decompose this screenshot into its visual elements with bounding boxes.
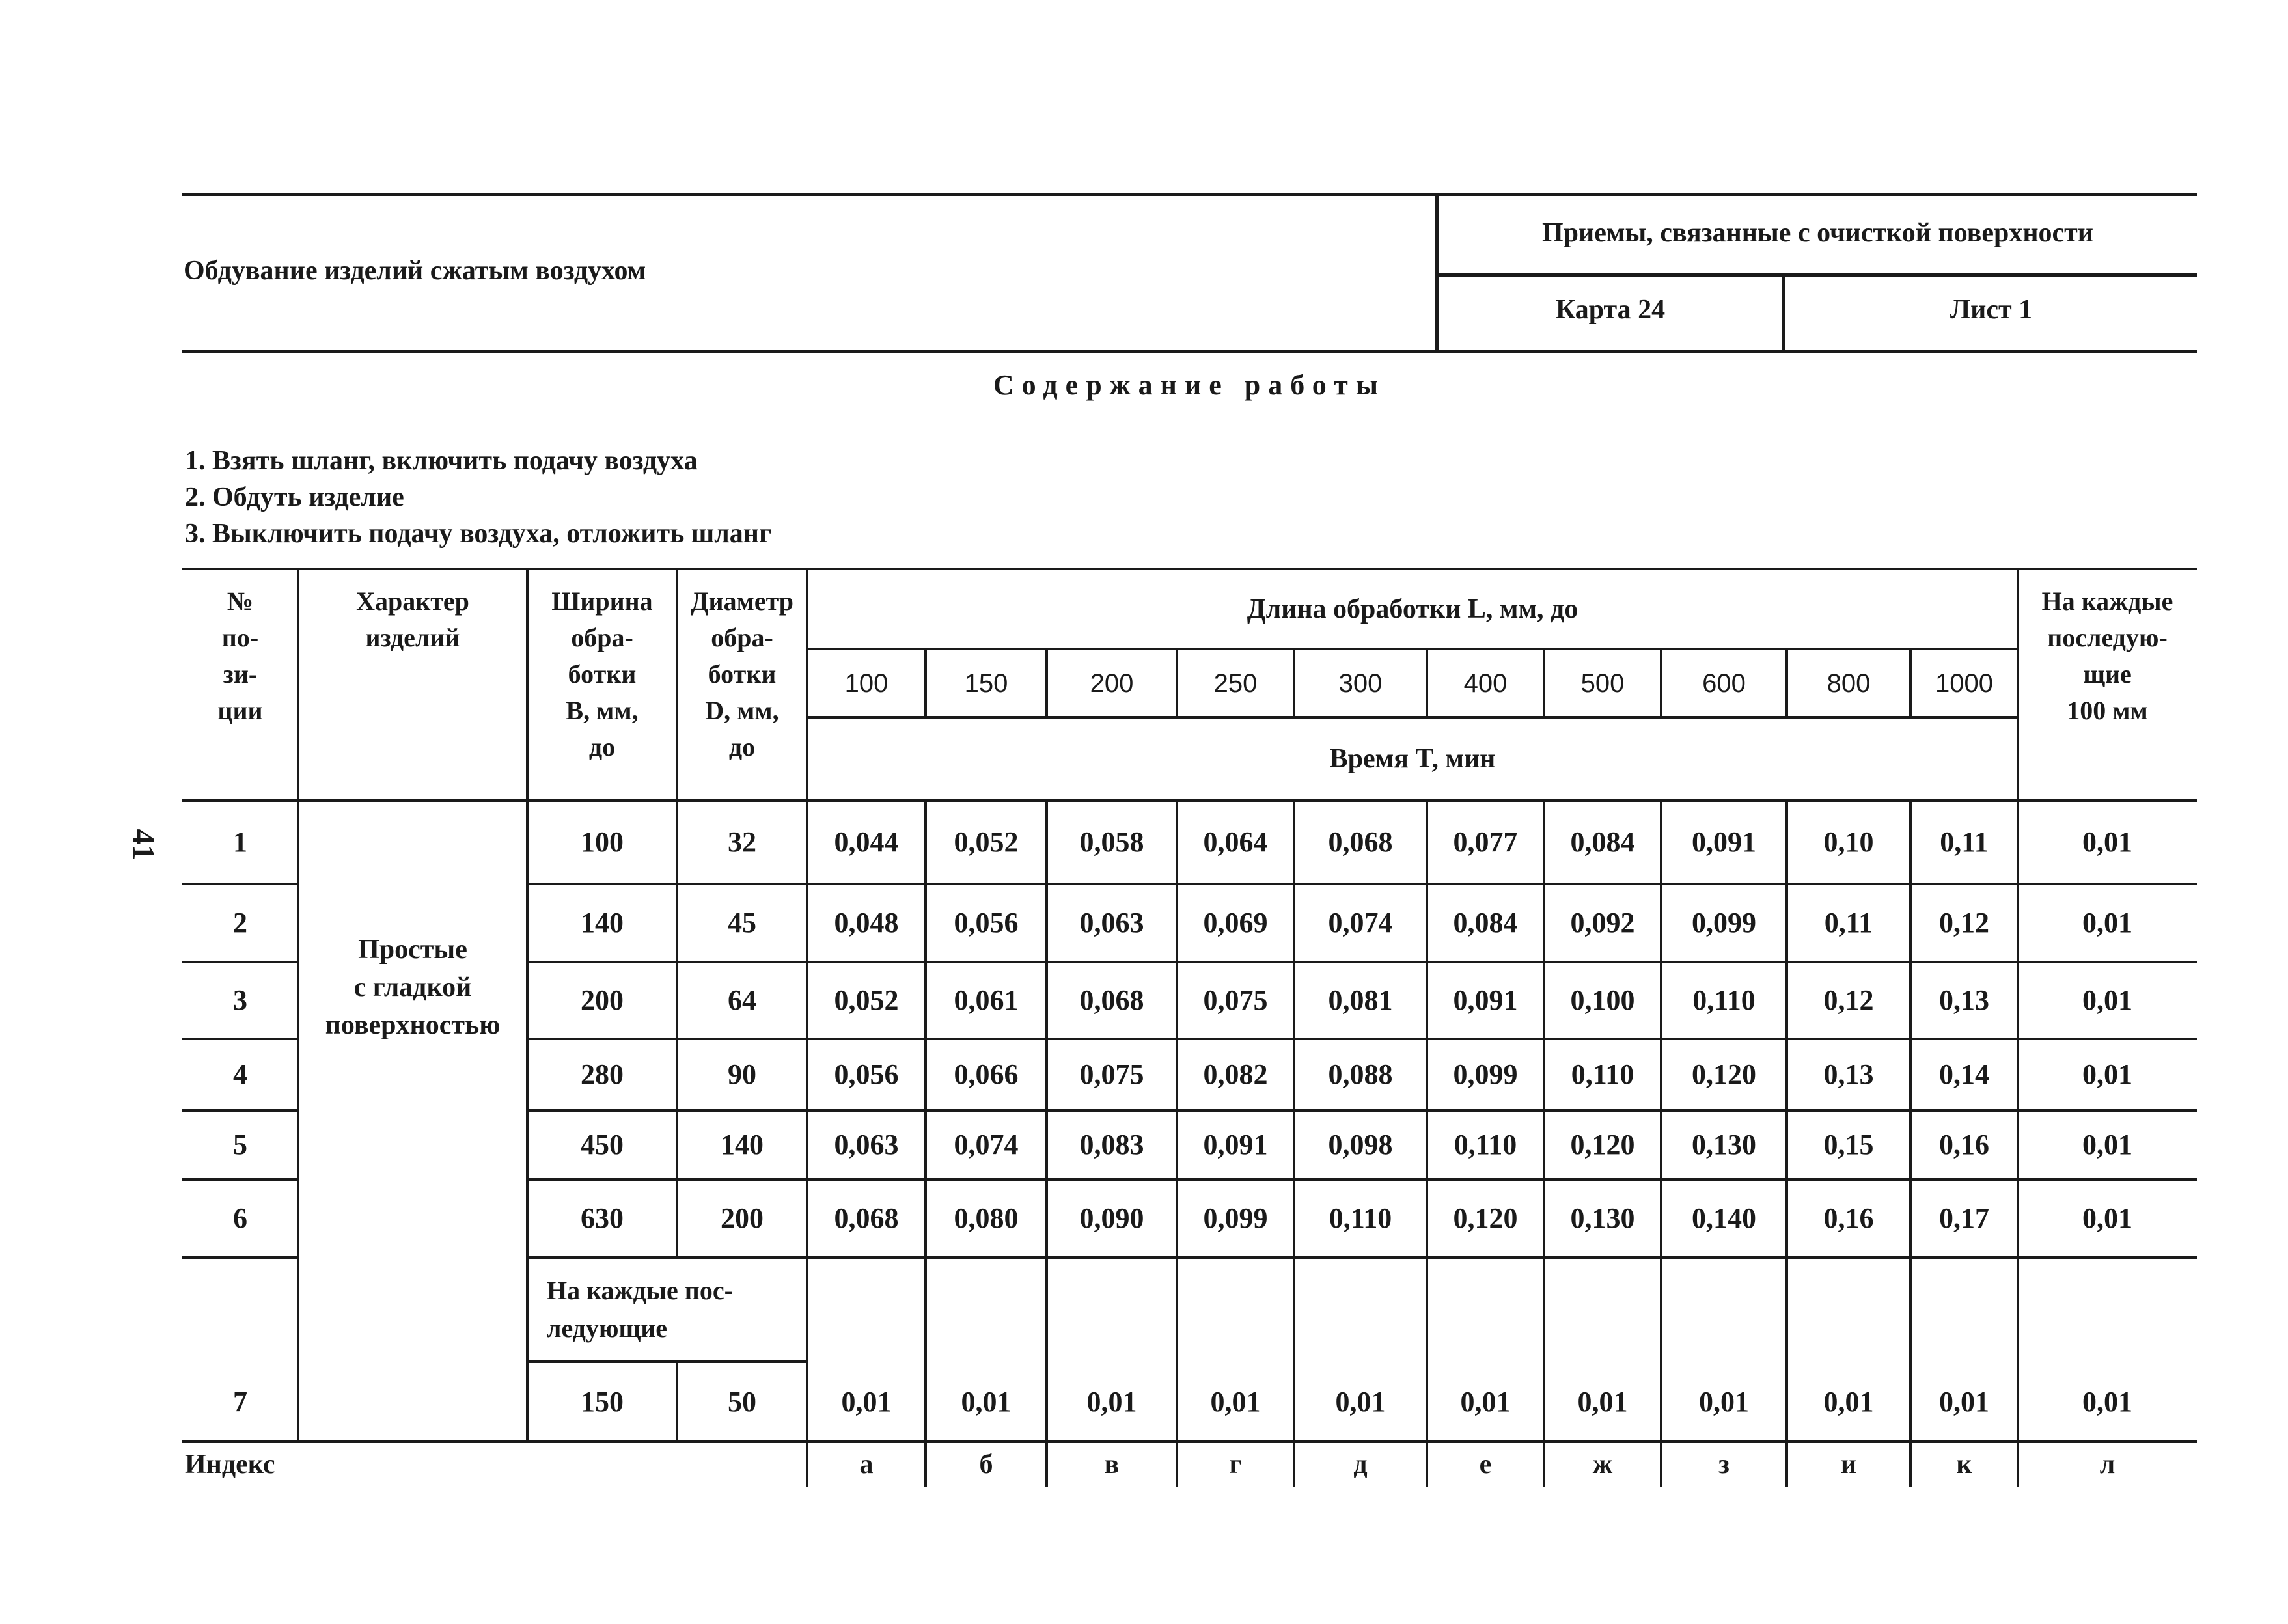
row-6-time-500: 0,130	[1570, 1202, 1635, 1234]
index-letter-б: б	[979, 1450, 993, 1479]
index-letter-л: л	[2099, 1450, 2116, 1479]
row-3-diameter: 64	[728, 984, 756, 1016]
header-length-200: 200	[1090, 668, 1134, 698]
row-7-time-150: 0,01	[961, 1385, 1012, 1418]
index-letter-з: з	[1718, 1450, 1730, 1479]
row-5-time-250: 0,091	[1203, 1129, 1268, 1161]
row-5-time-800: 0,15	[1823, 1129, 1874, 1161]
row-2-time-1000: 0,12	[1939, 907, 1989, 939]
row-2-time-200: 0,063	[1079, 907, 1144, 939]
row-2-time-400: 0,084	[1453, 907, 1518, 939]
character-value: Простые с гладкой поверхностью	[325, 935, 501, 1040]
row-1-time-250: 0,064	[1203, 826, 1268, 858]
row-2-time-600: 0,099	[1692, 907, 1756, 939]
row-6-time-150: 0,080	[954, 1202, 1019, 1234]
row-1-each-next: 0,01	[2082, 826, 2132, 858]
row-7-each-next: 0,01	[2082, 1385, 2132, 1418]
row-3-time-150: 0,061	[954, 984, 1019, 1016]
row-1-time-1000: 0,11	[1940, 826, 1989, 858]
row-5-width: 450	[581, 1129, 624, 1161]
row-3-time-100: 0,052	[834, 984, 899, 1016]
index-letter-в: в	[1104, 1450, 1120, 1479]
row-6-time-1000: 0,17	[1939, 1202, 1989, 1234]
row-3-time-1000: 0,13	[1939, 984, 1989, 1016]
row-2-time-100: 0,048	[834, 907, 899, 939]
row-7-time-600: 0,01	[1699, 1385, 1749, 1418]
row-4-time-400: 0,099	[1453, 1058, 1518, 1090]
row-1-time-150: 0,052	[954, 826, 1019, 858]
row-3-time-250: 0,075	[1203, 984, 1268, 1016]
row-4-width: 280	[581, 1058, 624, 1090]
row-7-time-100: 0,01	[841, 1385, 892, 1418]
row-1-diameter: 32	[728, 826, 756, 858]
row-6-time-800: 0,16	[1823, 1202, 1874, 1234]
row-1-time-600: 0,091	[1692, 826, 1756, 858]
row-4-time-300: 0,088	[1328, 1058, 1393, 1090]
row-5-time-1000: 0,16	[1939, 1129, 1989, 1161]
row-4-diameter: 90	[728, 1058, 756, 1090]
row-6-position: 6	[233, 1202, 247, 1234]
row-1-position: 1	[233, 826, 247, 858]
row-2-position: 2	[233, 907, 247, 939]
row-5-time-100: 0,063	[834, 1129, 899, 1161]
header-length-300: 300	[1338, 668, 1383, 698]
row-1-time-100: 0,044	[834, 826, 899, 858]
row-1-time-400: 0,077	[1453, 826, 1518, 858]
header-length-1000: 1000	[1935, 668, 1993, 698]
row-1-width: 100	[581, 826, 624, 858]
card-number: Карта 24	[1555, 295, 1666, 325]
header-length-400: 400	[1463, 668, 1508, 698]
row-7-time-400: 0,01	[1460, 1385, 1511, 1418]
row-2-time-150: 0,056	[954, 907, 1019, 939]
header-width: Ширина обра- ботки B, мм, до	[551, 586, 653, 762]
row-5-time-400: 0,110	[1454, 1129, 1517, 1161]
row-6-time-100: 0,068	[834, 1202, 899, 1234]
header-length-500: 500	[1580, 668, 1625, 698]
row-5-each-next: 0,01	[2082, 1129, 2132, 1161]
header-length-150: 150	[964, 668, 1008, 698]
index-letter-г: г	[1229, 1450, 1242, 1479]
row-3-width: 200	[581, 984, 624, 1016]
index-label: Индекс	[185, 1450, 275, 1479]
index-letter-ж: ж	[1592, 1450, 1613, 1479]
row-7-time-250: 0,01	[1210, 1385, 1261, 1418]
row-1-time-300: 0,068	[1328, 826, 1393, 858]
row-4-time-250: 0,082	[1203, 1058, 1268, 1090]
document-title: Обдувание изделий сжатым воздухом	[184, 256, 646, 286]
row-5-time-600: 0,130	[1692, 1129, 1756, 1161]
row-5-position: 5	[233, 1129, 247, 1161]
index-letter-а: а	[859, 1450, 874, 1479]
row-3-time-200: 0,068	[1079, 984, 1144, 1016]
section-title: Содержание работы	[993, 369, 1386, 401]
row-6-time-600: 0,140	[1692, 1202, 1756, 1234]
row-5-time-150: 0,074	[954, 1129, 1019, 1161]
row-2-width: 140	[581, 907, 624, 939]
row-7-time-300: 0,01	[1335, 1385, 1386, 1418]
row-4-time-200: 0,075	[1079, 1058, 1144, 1090]
row-1-time-800: 0,10	[1823, 826, 1874, 858]
row-6-time-400: 0,120	[1453, 1202, 1518, 1234]
row-1-time-200: 0,058	[1079, 826, 1144, 858]
row-2-each-next: 0,01	[2082, 907, 2132, 939]
header-character: Характер изделий	[356, 586, 469, 652]
row-4-time-1000: 0,14	[1939, 1058, 1989, 1090]
step-3: 3. Выключить подачу воздуха, отложить шланг	[185, 519, 772, 549]
index-letter-и: и	[1840, 1450, 1857, 1479]
header-length-800: 800	[1826, 668, 1871, 698]
header-diameter: Диаметр обра- ботки D, мм, до	[691, 586, 793, 762]
row-6-each-next: 0,01	[2082, 1202, 2132, 1234]
row-3-time-600: 0,110	[1692, 984, 1756, 1016]
step-2: 2. Обдуть изделие	[185, 482, 404, 512]
row-3-time-400: 0,091	[1453, 984, 1518, 1016]
row-3-time-800: 0,12	[1823, 984, 1874, 1016]
row-6-width: 630	[581, 1202, 624, 1234]
row-4-position: 4	[233, 1058, 247, 1090]
row-4-time-500: 0,110	[1571, 1058, 1634, 1090]
row-1-time-500: 0,084	[1570, 826, 1635, 858]
row-7-time-1000: 0,01	[1939, 1385, 1989, 1418]
row-2-time-500: 0,092	[1570, 907, 1635, 939]
page-number: 41	[126, 829, 161, 860]
row-4-time-150: 0,066	[954, 1058, 1019, 1090]
row-6-time-200: 0,090	[1079, 1202, 1144, 1234]
index-letter-е: е	[1479, 1450, 1492, 1479]
row-7-time-800: 0,01	[1823, 1385, 1874, 1418]
index-letter-к: к	[1956, 1450, 1972, 1479]
row-3-time-500: 0,100	[1570, 984, 1635, 1016]
row-5-time-500: 0,120	[1570, 1129, 1635, 1161]
row-2-time-800: 0,11	[1824, 907, 1873, 939]
row-7-time-500: 0,01	[1577, 1385, 1628, 1418]
row-3-position: 3	[233, 984, 247, 1016]
sheet-number: Лист 1	[1950, 295, 2033, 325]
header-position: № по- зи- ции	[217, 586, 263, 725]
header-time-group: Время T, мин	[1329, 744, 1496, 774]
row-4-time-100: 0,056	[834, 1058, 899, 1090]
row-7-time-200: 0,01	[1086, 1385, 1137, 1418]
last-row-label: На каждые пос- ледующие	[547, 1276, 733, 1343]
row-7-position: 7	[233, 1385, 247, 1418]
row-5-diameter: 140	[721, 1129, 764, 1161]
row-3-time-300: 0,081	[1328, 984, 1393, 1016]
row-6-time-300: 0,110	[1329, 1202, 1392, 1234]
header-length-250: 250	[1213, 668, 1258, 698]
row-5-time-200: 0,083	[1079, 1129, 1144, 1161]
header-length-100: 100	[844, 668, 889, 698]
row-7-diameter: 50	[728, 1385, 756, 1418]
row-6-diameter: 200	[721, 1202, 764, 1234]
row-4-each-next: 0,01	[2082, 1058, 2132, 1090]
row-6-time-250: 0,099	[1203, 1202, 1268, 1234]
index-letter-д: д	[1353, 1450, 1368, 1479]
row-4-time-800: 0,13	[1823, 1058, 1874, 1090]
row-3-each-next: 0,01	[2082, 984, 2132, 1016]
header-length-group: Длина обработки L, мм, до	[1247, 594, 1578, 624]
category-label: Приемы, связанные с очисткой поверхности	[1541, 218, 2094, 248]
row-2-time-300: 0,074	[1328, 907, 1393, 939]
row-2-time-250: 0,069	[1203, 907, 1268, 939]
row-5-time-300: 0,098	[1328, 1129, 1393, 1161]
row-7-width: 150	[581, 1385, 624, 1418]
header-length-600: 600	[1702, 668, 1746, 698]
header-each-next: На каждые последую- щие 100 мм	[2041, 586, 2173, 725]
step-1: 1. Взять шланг, включить подачу воздуха	[185, 446, 698, 476]
row-4-time-600: 0,120	[1692, 1058, 1756, 1090]
row-2-diameter: 45	[728, 907, 756, 939]
